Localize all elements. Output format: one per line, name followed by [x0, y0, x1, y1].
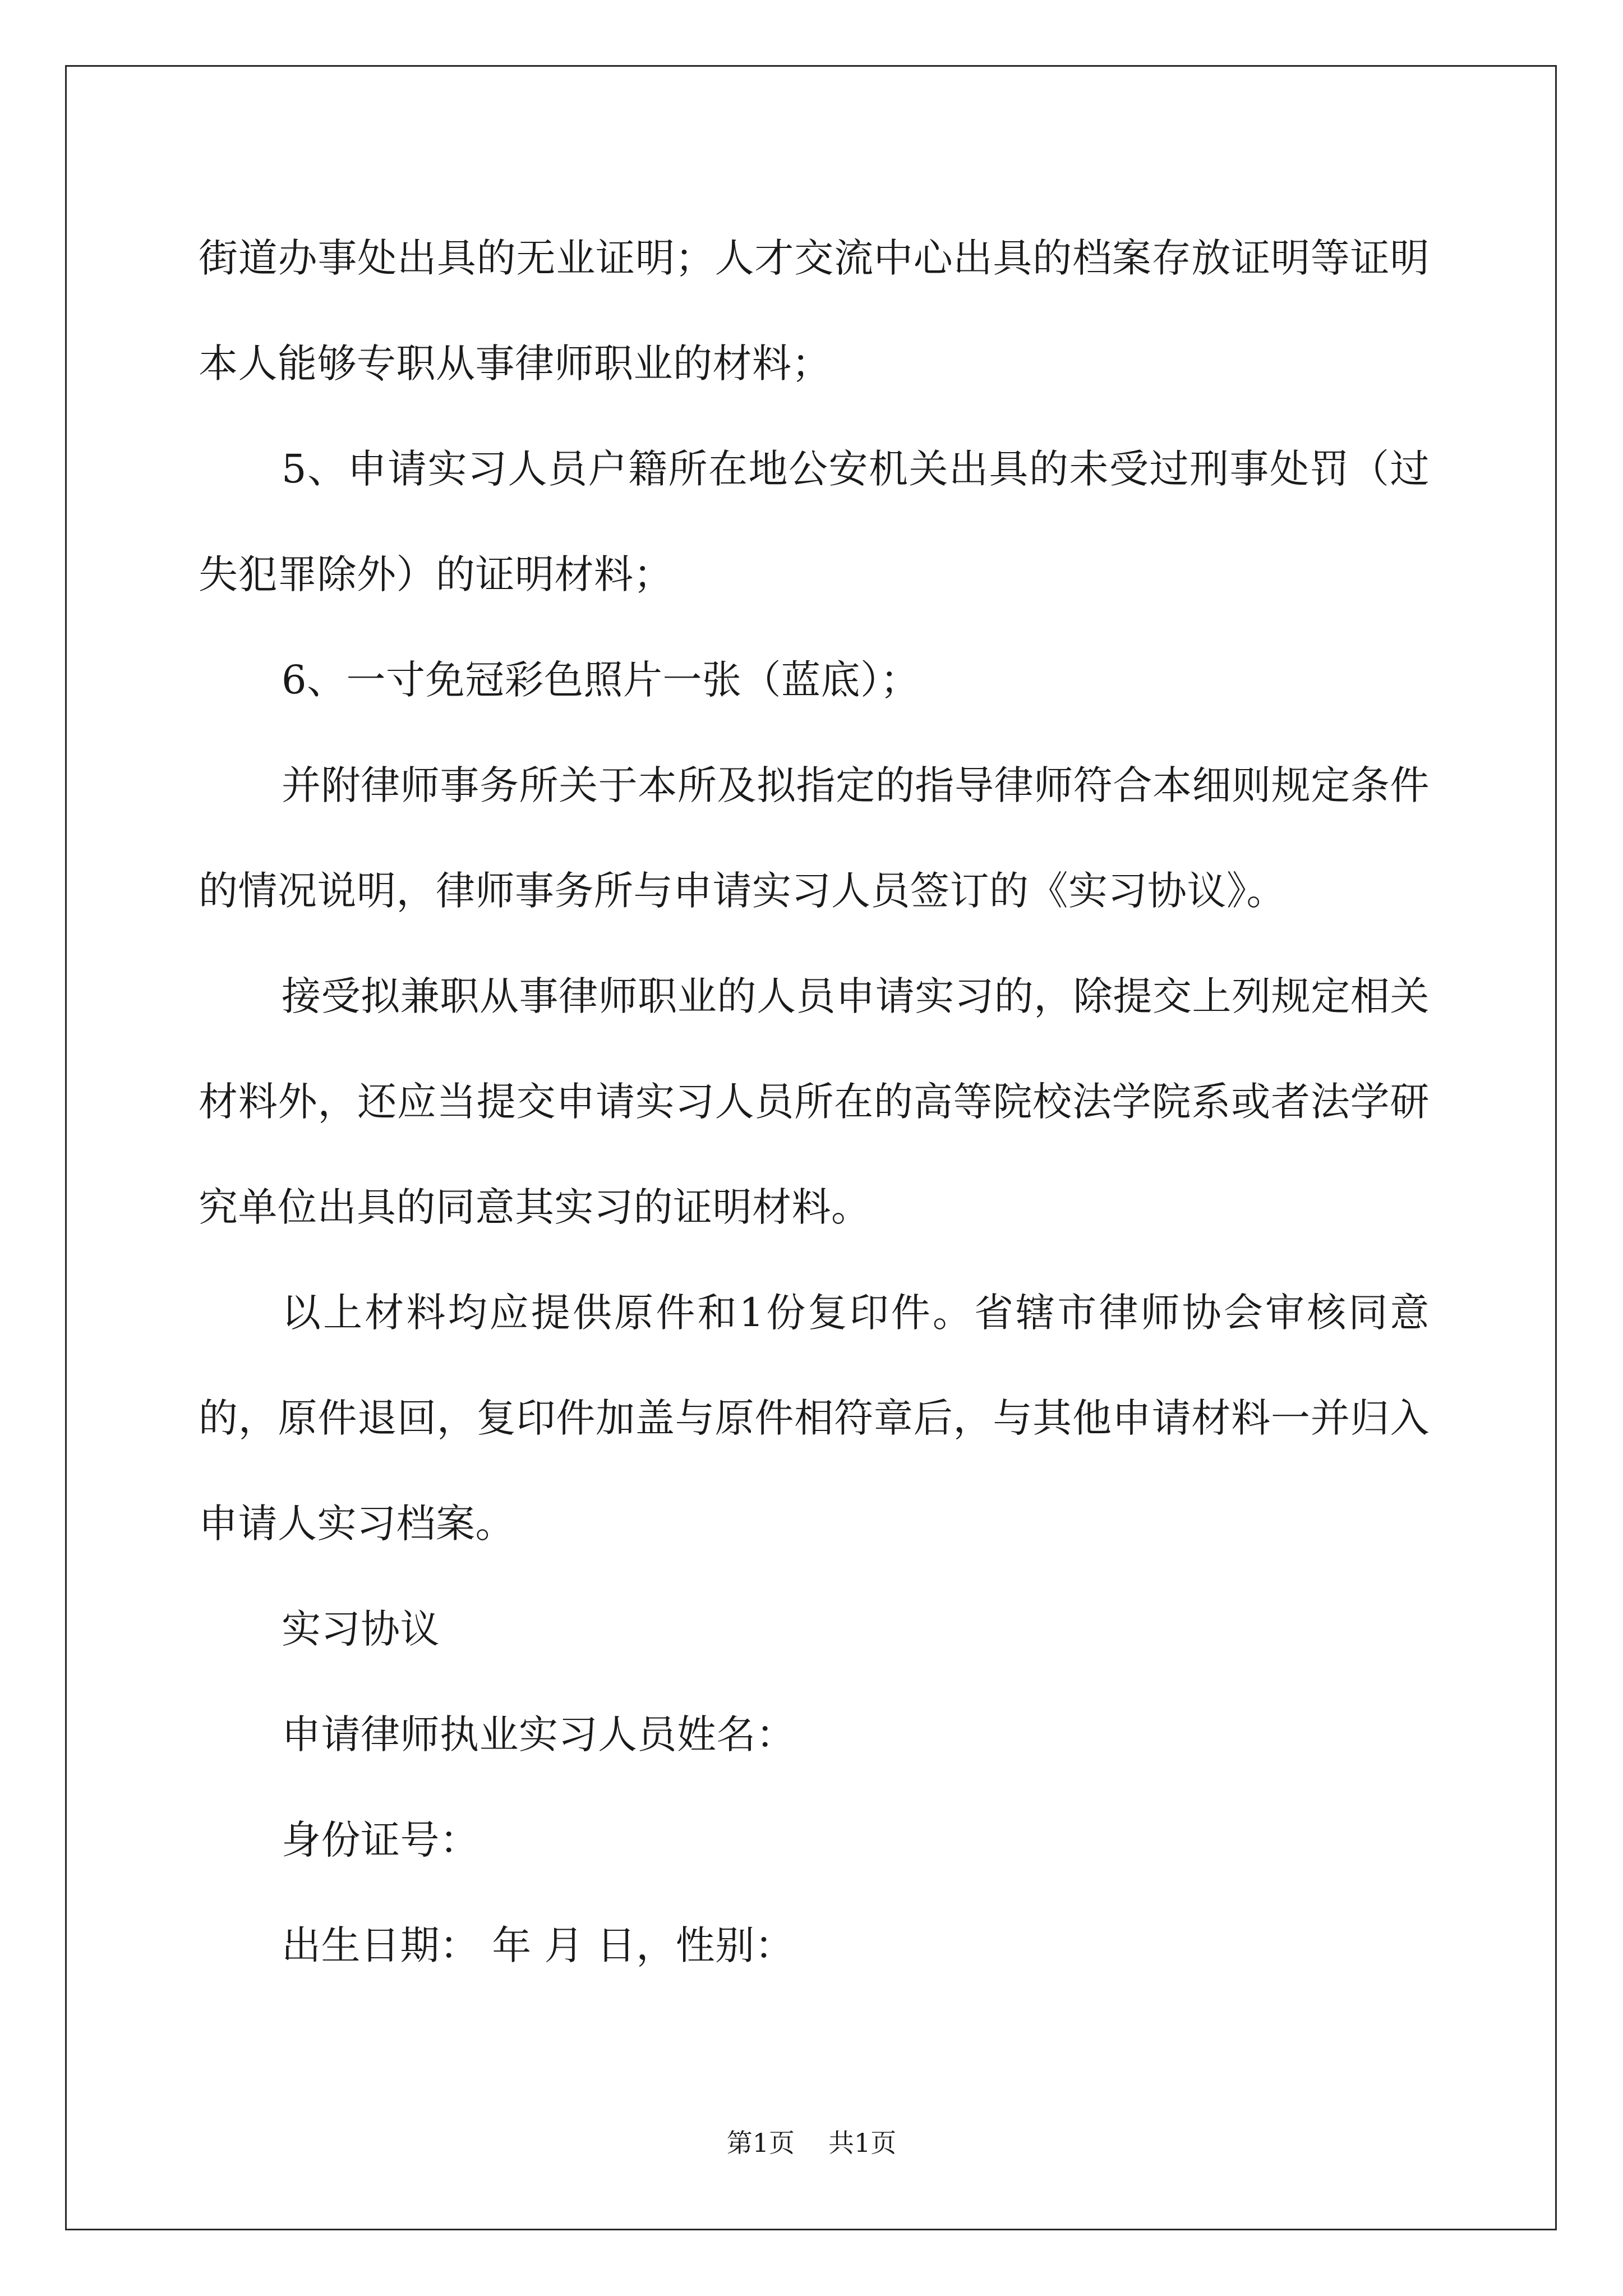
paragraph-copies-note: 以上材料均应提供原件和1份复印件。省辖市律师协会审核同意的，原件退回，复印件加盖与原件相符章后，与其他申请材料一并归入申请人实习档案。	[199, 1290, 1430, 1547]
field-applicant-name: 申请律师执业实习人员姓名：	[282, 1711, 796, 1757]
page-number-total: 共1页	[828, 2128, 897, 2158]
paragraph-item-6: 6、一寸免冠彩色照片一张（蓝底）；	[282, 657, 920, 703]
paragraph-attachment-note: 并附律师事务所关于本所及拟指定的指导律师符合本细则规定条件的情况说明，律师事务所与申请实习人员签订的《实习协议》。	[199, 762, 1430, 914]
page-number-current: 第1页	[726, 2128, 795, 2158]
paragraph-part-time-note: 接受拟兼职从事律师职业的人员申请实习的，除提交上列规定相关材料外，还应当提交申请实习人员所在的高等院校法学院系或者法学研究单位出具的同意其实习的证明材料。	[199, 973, 1430, 1230]
section-heading-agreement: 实习协议	[282, 1606, 440, 1652]
document-body	[199, 205, 1430, 1998]
field-birth-date-gender: 出生日期： 年 月 日，性别：	[282, 1922, 795, 1968]
paragraph-continuation: 街道办事处出具的无业证明；人才交流中心出具的档案存放证明等证明本人能够专职从事律师职业的材料；	[199, 235, 1430, 386]
page-footer	[0, 2123, 1623, 2160]
paragraph-item-5: 5、申请实习人员户籍所在地公安机关出具的未受过刑事处罚（过失犯罪除外）的证明材料；	[199, 446, 1430, 597]
field-id-number: 身份证号：	[282, 1817, 479, 1863]
